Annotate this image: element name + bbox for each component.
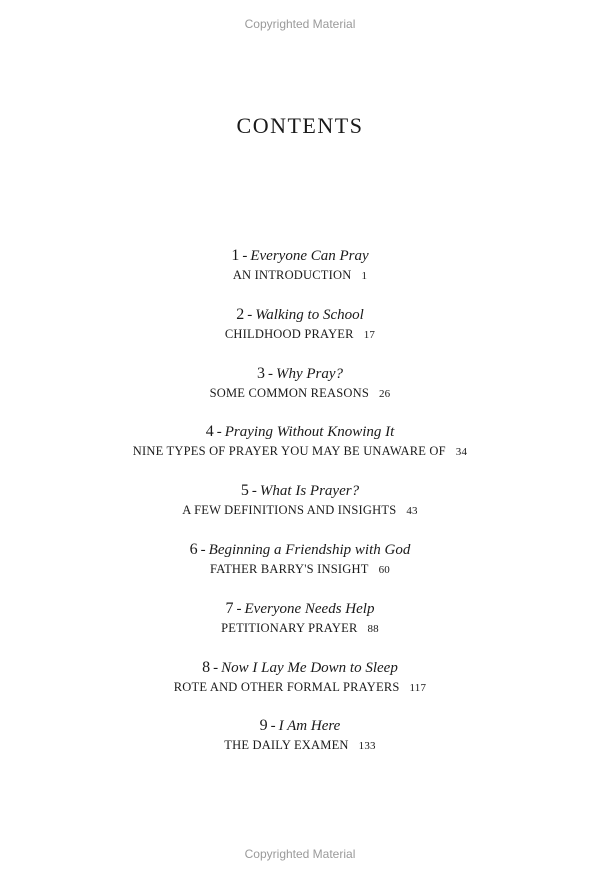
chapter-subtitle: NINE TYPES OF PRAYER YOU MAY BE UNAWARE OF <box>132 444 446 459</box>
page-number: 88 <box>367 622 379 635</box>
separator: - <box>242 248 248 264</box>
chapter-title: Everyone Needs Help <box>244 600 375 617</box>
chapter-title: Praying Without Knowing It <box>224 424 395 441</box>
chapter-heading <box>0 658 600 678</box>
chapter-title: Why Pray? <box>275 365 344 382</box>
separator: - <box>236 600 242 617</box>
toc-entry <box>0 540 600 599</box>
page-number: 133 <box>358 740 376 753</box>
separator: - <box>213 659 219 676</box>
separator: - <box>247 306 253 323</box>
toc-entry <box>0 599 600 658</box>
chapter-subtitle-line <box>0 442 600 460</box>
chapter-subtitle-line <box>0 678 600 696</box>
chapter-heading <box>0 540 600 560</box>
chapter-subtitle: SOME COMMON REASONS <box>209 385 369 400</box>
chapter-subtitle-line <box>0 384 600 402</box>
chapter-number: 3 <box>256 364 265 382</box>
separator: - <box>251 483 257 500</box>
page-number: 17 <box>363 328 376 341</box>
chapter-subtitle: AN INTRODUCTION <box>232 268 352 282</box>
chapter-heading <box>0 422 600 442</box>
chapter-title: Now I Lay Me Down to Sleep <box>221 659 398 676</box>
toc-entry <box>0 716 600 775</box>
chapter-subtitle-line <box>0 736 600 754</box>
chapter-title: Walking to School <box>255 306 364 323</box>
chapter-title: I Am Here <box>278 718 341 735</box>
chapter-subtitle-line <box>0 501 600 519</box>
separator: - <box>200 541 206 558</box>
page-number: 60 <box>378 563 390 576</box>
separator: - <box>270 718 276 735</box>
chapter-subtitle-line <box>0 266 600 284</box>
chapter-title: Beginning a Friendship with God <box>208 541 411 558</box>
chapter-subtitle-line <box>0 619 600 637</box>
separator: - <box>267 365 273 382</box>
chapter-subtitle: FATHER BARRY'S INSIGHT <box>210 561 369 576</box>
page-title: CONTENTS <box>236 113 364 138</box>
page-number: 1 <box>361 270 368 282</box>
separator: - <box>216 424 222 441</box>
chapter-subtitle: A FEW DEFINITIONS AND INSIGHTS <box>182 503 397 518</box>
chapter-subtitle: ROTE AND OTHER FORMAL PRAYERS <box>173 679 400 694</box>
chapter-number: 5 <box>240 482 249 500</box>
chapter-heading <box>0 305 600 325</box>
page-number: 34 <box>455 446 468 459</box>
chapter-number: 6 <box>189 540 198 558</box>
chapter-heading <box>0 246 600 266</box>
chapter-number: 7 <box>225 599 234 617</box>
toc-entry <box>0 305 600 364</box>
toc-entry <box>0 422 600 481</box>
chapter-subtitle: PETITIONARY PRAYER <box>221 620 358 635</box>
toc-entry <box>0 364 600 423</box>
chapter-title: Everyone Can Pray <box>250 248 369 264</box>
chapter-heading <box>0 481 600 501</box>
copyright-watermark-bottom: Copyrighted Material <box>244 847 356 861</box>
chapter-title: What Is Prayer? <box>259 483 360 500</box>
toc-entry <box>0 246 600 305</box>
chapter-heading <box>0 716 600 736</box>
toc-entry <box>0 481 600 540</box>
chapter-subtitle: THE DAILY EXAMEN <box>224 738 349 753</box>
chapter-subtitle-line <box>0 325 600 343</box>
toc-entry <box>0 658 600 717</box>
copyright-watermark-top: Copyrighted Material <box>244 17 356 31</box>
chapter-number: 1 <box>231 247 240 264</box>
chapter-heading <box>0 599 600 619</box>
chapter-number: 9 <box>259 717 268 735</box>
page-number: 26 <box>378 387 391 400</box>
chapter-number: 8 <box>202 658 211 676</box>
page-number: 43 <box>406 505 418 518</box>
chapter-number: 2 <box>236 305 245 323</box>
page-number: 117 <box>409 681 427 694</box>
chapter-subtitle-line <box>0 560 600 578</box>
chapter-heading <box>0 364 600 384</box>
chapter-subtitle: CHILDHOOD PRAYER <box>224 326 354 341</box>
chapter-number: 4 <box>205 423 214 441</box>
table-of-contents <box>0 246 600 775</box>
